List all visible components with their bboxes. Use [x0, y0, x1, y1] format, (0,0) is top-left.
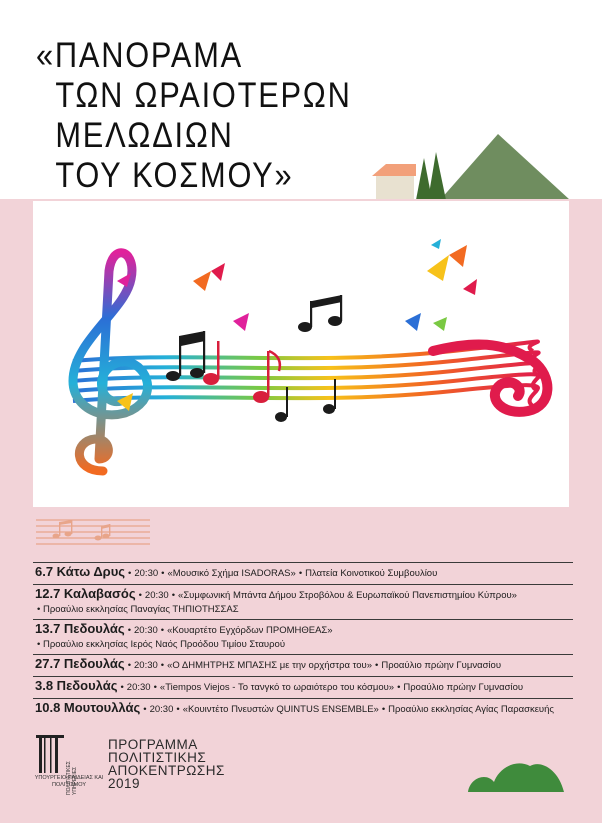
title-line-3: ΜΕΛΩΔΙΩΝ — [55, 116, 234, 155]
separator: • — [171, 590, 176, 601]
event-title: «Μουσικό Σχήμα ISADORAS» — [167, 568, 296, 579]
event-date: 27.7 Πεδουλάς — [35, 656, 125, 671]
separator: • — [153, 682, 157, 693]
separator: • — [160, 625, 165, 636]
event-program — [33, 562, 573, 720]
program-name-line-2: ΠΟΛΙΤΙΣΤΙΚΗΣ — [108, 750, 207, 765]
separator: • — [143, 704, 147, 715]
event-venue: Πλατεία Κοινοτικού Συμβουλίου — [305, 568, 438, 579]
event-item — [33, 654, 573, 676]
separator: • — [298, 568, 303, 579]
event-item — [33, 619, 573, 654]
ministry-subtitle: ΠΟΛΙΤΙΣΤΙΚΕΣ ΥΠΗΡΕΣΙΕΣ — [66, 761, 78, 795]
ministry-logo — [36, 735, 104, 795]
green-hills-icon — [466, 752, 566, 792]
program-name-line-1: ΠΡΟΓΡΑΜΜΑ — [108, 737, 198, 752]
event-item — [33, 562, 573, 584]
poster-title — [36, 36, 376, 196]
event-time: 20:30 — [134, 660, 158, 671]
event-date: 13.7 Πεδουλάς — [35, 621, 125, 636]
separator: • — [176, 704, 180, 715]
separator: • — [37, 639, 41, 650]
event-title: «Κουιντέτο Πνευστών QUINTUS ENSEMBLE» — [182, 704, 379, 715]
program-year: 2019 — [108, 776, 141, 791]
event-date: 3.8 Πεδουλάς — [35, 678, 118, 693]
event-venue: Προαύλιο πρώην Γυμνασίου — [381, 660, 502, 671]
title-line-1: «ΠΑΝΟΡΑΜΑ — [36, 36, 243, 75]
separator: • — [127, 660, 132, 671]
separator: • — [397, 682, 401, 693]
event-venue: Προαύλιο εκκλησίας Παναγίας ΤΗΠΙΟΤΗΣΣΑΣ — [42, 604, 239, 615]
event-time: 20:30 — [149, 704, 174, 715]
event-title: «Κουαρτέτο Εγχόρδων ΠΡΟΜΗΘΕΑΣ» — [167, 625, 333, 636]
title-line-4: ΤΟΥ ΚΟΣΜΟΥ» — [55, 156, 294, 195]
event-time: 20:30 — [144, 590, 169, 601]
event-title: «Συμφωνική Μπάντα Δήμου Στροβόλου & Ευρωπαϊκού Πανεπιστημίου Κύπρου» — [178, 590, 517, 601]
event-item — [33, 676, 573, 698]
treble-clef-butterflies-icon — [33, 201, 569, 507]
event-venue: Προαύλιο εκκλησίας Αγίας Παρασκευής — [388, 704, 554, 715]
event-time: 20:30 — [134, 625, 158, 636]
event-date: 6.7 Κάτω Δρυς — [35, 564, 126, 579]
mountains-house-icon — [370, 128, 570, 200]
event-date: 12.7 Καλαβασός — [35, 586, 136, 601]
ministry-name: ΥΠΟΥΡΓΕΙΟ ΠΑΙΔΕΙΑΣ ΚΑΙ ΠΟΛΙΤΙΣΜΟΥ — [34, 775, 104, 788]
ministry-pi-logo-icon — [36, 735, 66, 773]
event-venue: Προαύλιο εκκλησίας Ιερός Ναός Προόδου Τιμίου Σταυρού — [42, 639, 286, 650]
separator: • — [138, 590, 142, 601]
event-item — [33, 584, 573, 619]
separator: • — [37, 604, 41, 615]
event-title: «Tiempos Viejos - Το τανγκό το ωραιότερο του κόσμου» — [159, 682, 395, 693]
event-time: 20:30 — [126, 682, 151, 693]
separator: • — [375, 660, 379, 671]
separator: • — [381, 704, 386, 715]
separator: • — [160, 660, 165, 671]
program-name — [108, 738, 268, 790]
separator: • — [128, 568, 132, 579]
event-time: 20:30 — [134, 568, 159, 579]
music-staff-notes-icon — [36, 516, 150, 546]
program-name-line-3: ΑΠΟΚΕΝΤΡΩΣΗΣ — [108, 763, 225, 778]
separator: • — [161, 568, 165, 579]
event-title: «Ο ΔΗΜΗΤΡΗΣ ΜΠΑΣΗΣ με την ορχήστρα του» — [167, 660, 373, 671]
event-item — [33, 698, 573, 720]
separator: • — [120, 682, 124, 693]
title-line-2: ΤΩΝ ΩΡΑΙΟΤΕΡΩΝ — [55, 76, 352, 115]
separator: • — [127, 625, 132, 636]
event-venue: Προαύλιο πρώην Γυμνασίου — [403, 682, 524, 693]
event-date: 10.8 Μουτουλλάς — [35, 700, 141, 715]
